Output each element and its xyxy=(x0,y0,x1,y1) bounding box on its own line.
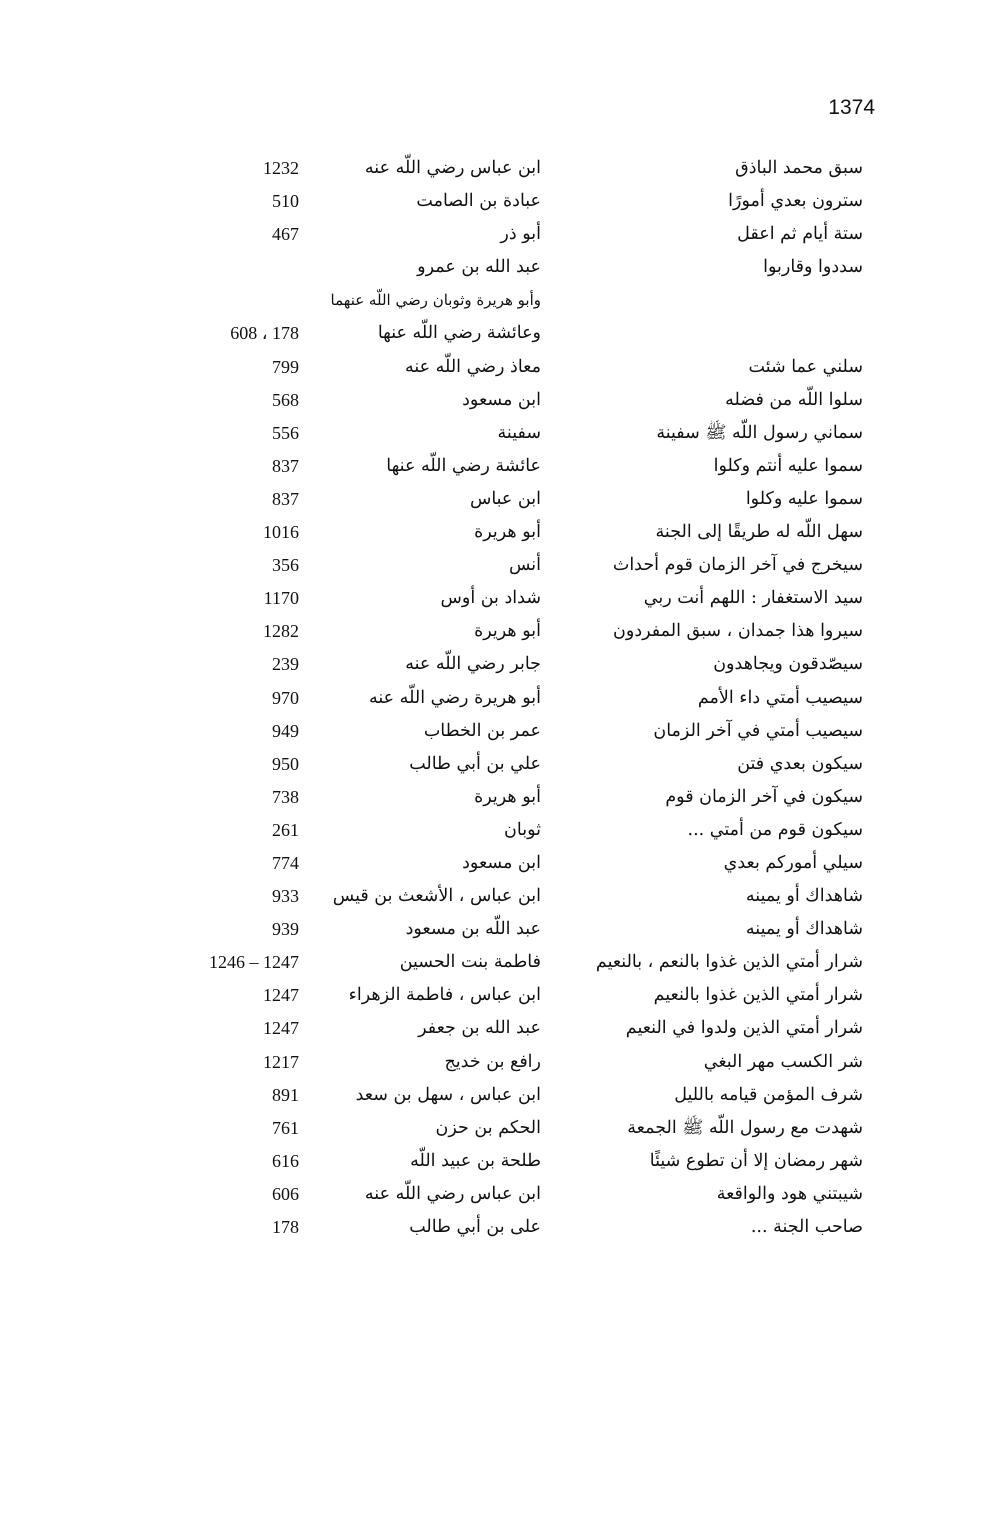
index-row xyxy=(0,615,986,648)
narrator: علي بن أبي طالب xyxy=(409,753,541,774)
index-row xyxy=(0,1145,986,1178)
narrator: جابر رضي اللّه عنه xyxy=(405,654,541,675)
hadith-text: سيروا هذا جمدان ، سبق المفردون xyxy=(613,621,863,642)
narrator: سفينة xyxy=(497,422,541,443)
index-row xyxy=(0,946,986,979)
narrator: ابن عباس ، سهل بن سعد xyxy=(355,1084,541,1105)
index-row xyxy=(0,218,986,251)
hadith-text: شهر رمضان إلا أن تطوع شيئًا xyxy=(649,1150,863,1171)
hadith-text: سيلي أموركم بعدي xyxy=(723,852,863,873)
narrator: وعائشة رضي اللّه عنها xyxy=(377,323,541,344)
page-reference: 356 xyxy=(272,555,299,576)
page-reference: 761 xyxy=(272,1117,299,1138)
hadith-text: سددوا وقاربوا xyxy=(763,257,863,278)
index-row xyxy=(0,284,986,317)
page-reference: 799 xyxy=(272,356,299,377)
page-reference: 1170 xyxy=(263,588,299,609)
page-reference: 1247 xyxy=(263,1018,299,1039)
hadith-text: صاحب الجنة ... xyxy=(750,1217,863,1237)
index-row xyxy=(0,1211,986,1244)
hadith-text: سلني عما شئت xyxy=(748,356,863,377)
hadith-text: سيصيب أمتي في آخر الزمان xyxy=(653,720,863,741)
page-reference: 970 xyxy=(272,687,299,708)
index-row xyxy=(0,483,986,516)
narrator: أبو هريرة xyxy=(474,522,541,543)
hadith-text: شهدت مع رسول اللّه ﷺ الجمعة xyxy=(627,1117,863,1138)
hadith-text: سيصّدقون ويجاهدون xyxy=(713,654,863,675)
narrator: ابن مسعود xyxy=(462,852,541,873)
narrator: ابن عباس ، فاطمة الزهراء xyxy=(348,985,541,1006)
page-reference: 616 xyxy=(272,1150,299,1171)
hadith-text: شرار أمتي الذين غذوا بالنعم ، بالنعيم xyxy=(595,952,863,973)
page-reference: 568 xyxy=(272,389,299,410)
hadith-text: شرف المؤمن قيامه بالليل xyxy=(674,1084,863,1105)
narrator: أنس xyxy=(508,555,541,576)
hadith-text: شرار أمتي الذين غذوا بالنعيم xyxy=(653,985,863,1006)
narrator: عمر بن الخطاب xyxy=(423,720,541,741)
hadith-text: سيكون بعدي فتن xyxy=(737,753,863,774)
index-row xyxy=(0,417,986,450)
index-row xyxy=(0,913,986,946)
index-row xyxy=(0,351,986,384)
page-reference: 1232 xyxy=(263,158,299,178)
narrator: ابن مسعود xyxy=(462,389,541,410)
hadith-text: ستة أيام ثم اعقل xyxy=(737,224,863,245)
hadith-text: شاهداك أو يمينه xyxy=(745,919,863,940)
index-row xyxy=(0,715,986,748)
page-reference: 606 xyxy=(272,1183,299,1204)
index-row xyxy=(0,549,986,582)
narrator: عبادة بن الصامت xyxy=(416,191,541,212)
page-number: 1374 xyxy=(828,96,875,119)
hadith-text: شيبتني هود والواقعة xyxy=(716,1183,863,1204)
narrator: ثوبان xyxy=(504,819,541,840)
narrator: أبو هريرة xyxy=(474,621,541,642)
narrator: ابن عباس رضي اللّه عنه xyxy=(364,158,541,178)
hadith-text: سيخرج في آخر الزمان قوم أحداث xyxy=(612,555,863,576)
page-reference: 261 xyxy=(272,819,299,840)
index-row xyxy=(0,1079,986,1112)
hadith-text: سيد الاستغفار : اللهم أنت ربي xyxy=(643,588,863,609)
narrator: ابن عباس رضي اللّه عنه xyxy=(364,1183,541,1204)
index-row xyxy=(0,450,986,483)
index-row xyxy=(0,781,986,814)
index-row xyxy=(0,516,986,549)
index-row xyxy=(0,979,986,1012)
page-reference: 1282 xyxy=(263,621,299,642)
index-row xyxy=(0,648,986,681)
index-row xyxy=(0,847,986,880)
page-reference: 510 xyxy=(272,191,299,212)
page-reference: 1016 xyxy=(263,522,299,543)
page-reference: 1217 xyxy=(263,1051,299,1072)
page-reference: 608 ، 178 xyxy=(230,323,299,344)
hadith-index-table xyxy=(0,152,986,1244)
index-row xyxy=(0,251,986,284)
narrator: وأبو هريرة وثوبان رضي اللّه عنهما xyxy=(330,291,541,310)
narrator: رافع بن خديج xyxy=(444,1051,541,1072)
page-reference: 933 xyxy=(272,886,299,907)
index-row xyxy=(0,1112,986,1145)
index-row xyxy=(0,1178,986,1211)
page-reference: 738 xyxy=(272,786,299,807)
narrator: أبو هريرة رضي اللّه عنه xyxy=(369,687,541,708)
hadith-text: سبق محمد الباذق xyxy=(735,158,863,178)
hadith-text: سماني رسول اللّه ﷺ سفينة xyxy=(656,422,863,443)
index-row xyxy=(0,1012,986,1045)
hadith-text: شاهداك أو يمينه xyxy=(745,886,863,907)
page-reference: 467 xyxy=(272,224,299,245)
narrator: عبد الله بن عمرو xyxy=(417,257,541,278)
hadith-text: شر الكسب مهر البغي xyxy=(703,1051,863,1072)
page-reference: 774 xyxy=(272,852,299,873)
hadith-text: سلوا اللّه من فضله xyxy=(725,389,863,410)
hadith-text: سيكون قوم من أمتي ... xyxy=(687,819,863,840)
page-reference: 239 xyxy=(272,654,299,675)
page-reference: 178 xyxy=(272,1217,299,1237)
index-row xyxy=(0,582,986,615)
narrator: ابن عباس xyxy=(469,488,541,509)
page-reference: 837 xyxy=(272,488,299,509)
index-row xyxy=(0,814,986,847)
narrator: طلحة بن عبيد اللّه xyxy=(410,1150,541,1171)
narrator: على بن أبي طالب xyxy=(409,1217,541,1237)
narrator: عبد اللّه بن مسعود xyxy=(405,919,541,940)
narrator: عائشة رضي اللّه عنها xyxy=(386,455,541,476)
page-reference: 837 xyxy=(272,455,299,476)
narrator: الحكم بن حزن xyxy=(435,1117,541,1138)
hadith-text: سموا عليه وكلوا xyxy=(745,488,863,509)
page-reference: 891 xyxy=(272,1084,299,1105)
index-row xyxy=(0,185,986,218)
hadith-text: سيصيب أمتي داء الأمم xyxy=(697,687,863,708)
hadith-text: سترون بعدي أمورًا xyxy=(728,191,863,212)
narrator: شداد بن أوس xyxy=(440,588,541,609)
page-reference: 1247 xyxy=(263,985,299,1006)
index-row xyxy=(0,317,986,350)
page-reference: 949 xyxy=(272,720,299,741)
hadith-text: شرار أمتي الذين ولدوا في النعيم xyxy=(625,1018,863,1039)
index-row xyxy=(0,748,986,781)
page-reference: 939 xyxy=(272,919,299,940)
index-row xyxy=(0,1046,986,1079)
index-row xyxy=(0,682,986,715)
hadith-text: سهل اللّه له طريقًا إلى الجنة xyxy=(655,522,863,543)
narrator: أبو هريرة xyxy=(474,786,541,807)
narrator: معاذ رضي اللّه عنه xyxy=(404,356,541,377)
narrator: فاطمة بنت الحسين xyxy=(399,952,541,973)
page-reference: 556 xyxy=(272,422,299,443)
narrator: أبو ذر xyxy=(500,224,541,245)
hadith-text: سموا عليه أنتم وكلوا xyxy=(713,455,863,476)
page-reference: 950 xyxy=(272,753,299,774)
index-row xyxy=(0,880,986,913)
narrator: ابن عباس ، الأشعث بن قيس xyxy=(332,886,541,907)
hadith-text: سيكون في آخر الزمان قوم xyxy=(665,786,863,807)
page-reference: 1246 – 1247 xyxy=(209,952,299,973)
index-row xyxy=(0,152,986,185)
index-row xyxy=(0,384,986,417)
narrator: عبد الله بن جعفر xyxy=(418,1018,541,1039)
